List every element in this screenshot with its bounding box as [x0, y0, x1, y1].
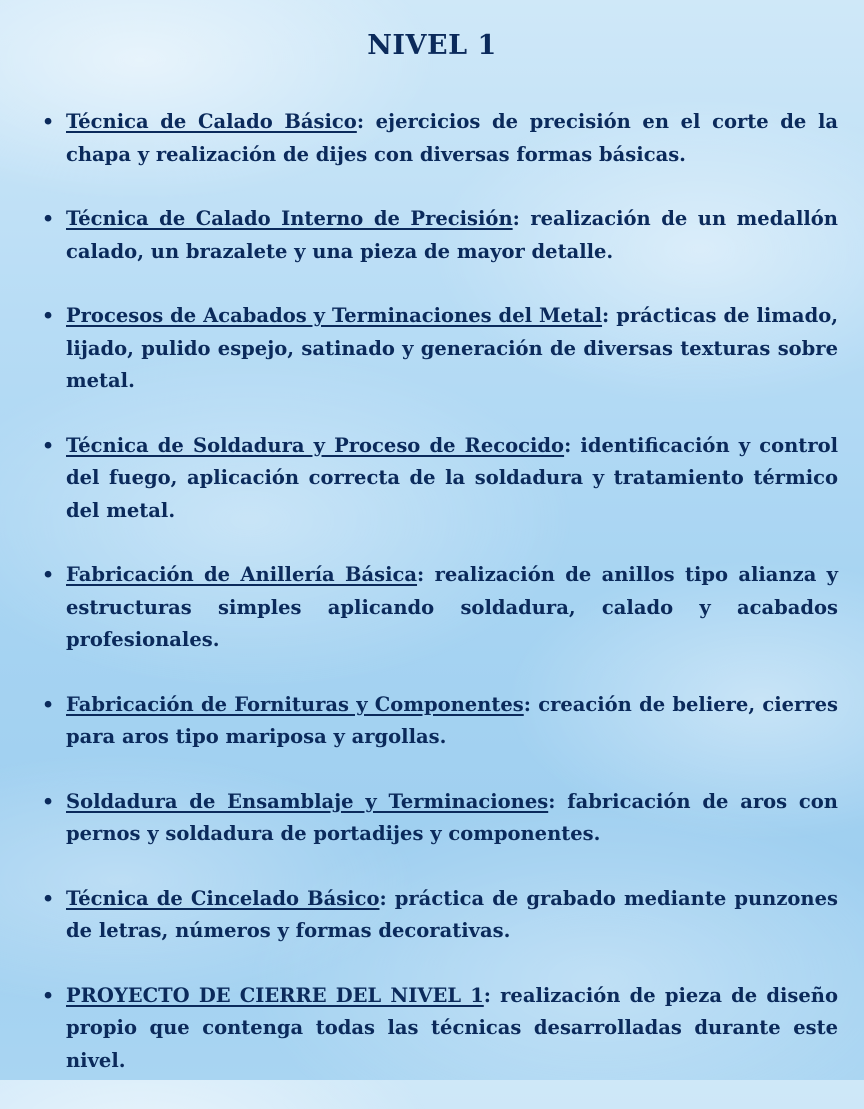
bullet-icon: •	[42, 111, 55, 133]
topic-description: : fabricación de aros con pernos y soldadura de portadijes y componentes.	[66, 789, 838, 845]
topic-term: Técnica de Calado Interno de Precisión	[66, 207, 513, 230]
topic-term: Fabricación de Fornituras y Componentes	[66, 692, 524, 716]
list-item	[38, 203, 838, 268]
list-item	[38, 430, 838, 528]
bullet-icon: •	[42, 434, 55, 457]
bullet-icon: •	[42, 887, 55, 910]
list-item	[38, 883, 838, 948]
bullet-icon: •	[42, 564, 55, 586]
topic-term: Técnica de Soldadura y Proceso de Recocido	[66, 433, 565, 457]
topic-term: Fabricación de Anillería Básica	[66, 563, 418, 586]
topic-term: Soldadura de Ensamblaje y Terminaciones	[66, 789, 549, 813]
list-item	[38, 106, 838, 171]
bullet-icon: •	[42, 693, 55, 716]
bullet-icon: •	[42, 984, 55, 1007]
topic-description: : realización de pieza de diseño propio que contenga todas las técnicas desarrolladas durante este nivel.	[66, 983, 838, 1072]
topic-description: : creación de beliere, cierres para aros tipo mariposa y argollas.	[66, 692, 838, 748]
bullet-icon: •	[42, 305, 55, 327]
topic-term: Procesos de Acabados y Terminaciones del Metal	[66, 304, 603, 327]
topic-description: : prácticas de limado, lijado, pulido espejo, satinado y generación de diversas texturas sobre metal.	[66, 304, 838, 392]
topic-list	[38, 106, 838, 1109]
topic-description: : identificación y control del fuego, aplicación correcta de la soldadura y tratamiento térmico del metal.	[66, 433, 839, 522]
topic-description: : realización de un medallón calado, un brazalete y una pieza de mayor detalle.	[66, 207, 838, 263]
topic-description: : práctica de grabado mediante punzones de letras, números y formas decorativas.	[66, 886, 838, 942]
topic-term: PROYECTO DE CIERRE DEL NIVEL 1	[66, 983, 484, 1007]
list-item	[38, 786, 838, 851]
topic-description: : realización de anillos tipo alianza y estructuras simples aplicando soldadura, calado y acabados profesionales.	[66, 563, 838, 651]
page-title: NIVEL 1	[367, 30, 497, 61]
list-item	[38, 689, 838, 754]
bullet-icon: •	[42, 790, 55, 813]
topic-term: Técnica de Cincelado Básico	[66, 886, 380, 910]
list-item	[38, 559, 838, 657]
topic-term: Técnica de Calado Básico	[66, 110, 357, 133]
bullet-icon: •	[42, 208, 55, 230]
list-item	[38, 980, 838, 1078]
list-item	[38, 300, 838, 398]
topic-description: : ejercicios de precisión en el corte de la chapa y realización de dijes con diversas formas básicas.	[66, 110, 838, 166]
